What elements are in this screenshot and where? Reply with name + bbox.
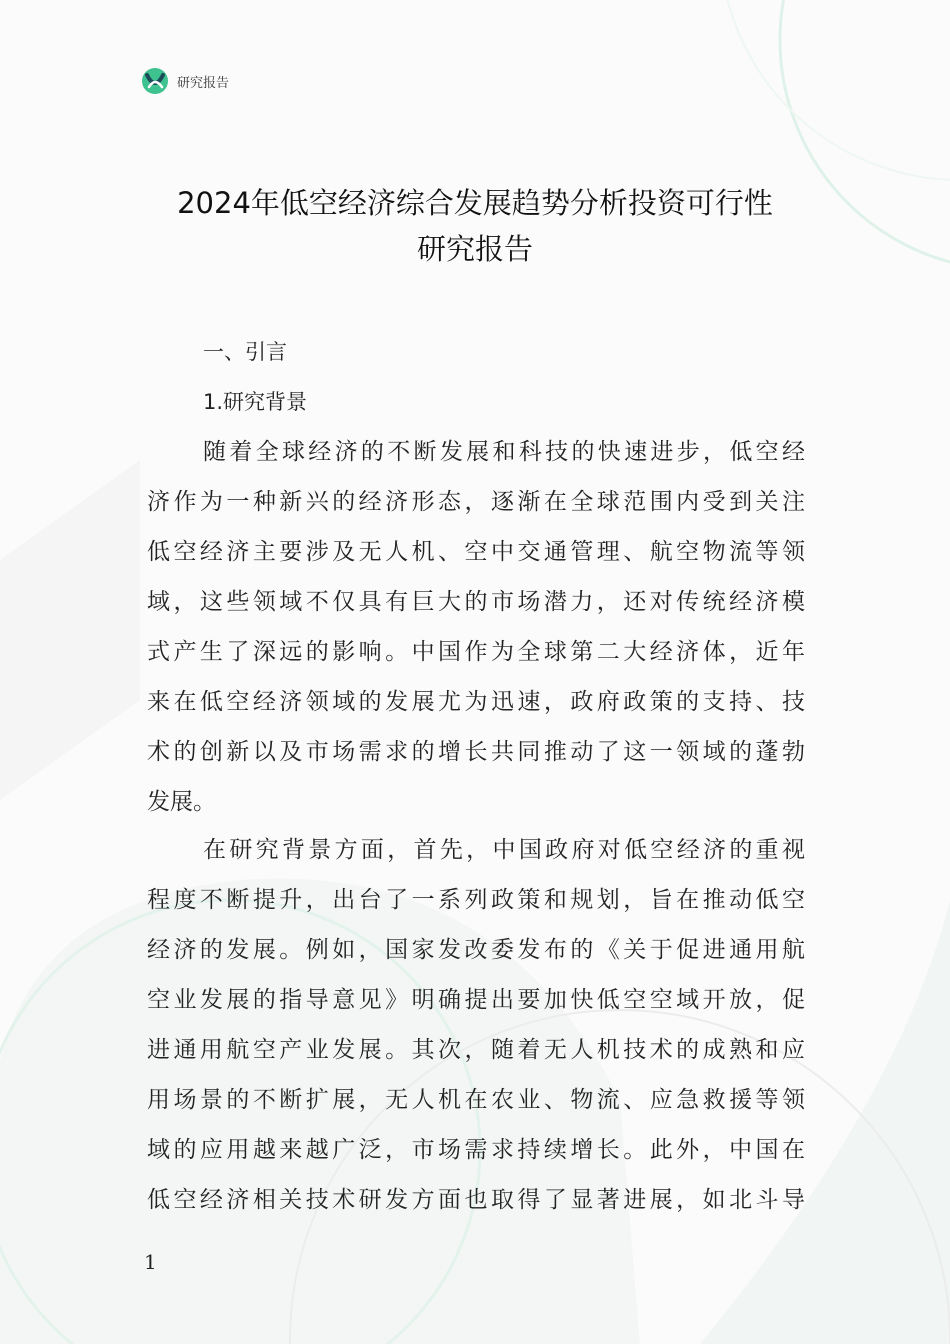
title-line-2: 研究报告 bbox=[416, 232, 533, 266]
paragraph-line: 经济的发展。例如，国家发改委发布的《关于促进通用航 bbox=[147, 937, 805, 963]
paragraph-line: 济作为一种新兴的经济形态，逐渐在全球范围内受到关注 bbox=[147, 489, 805, 515]
subsection-heading-background: 1.研究背景 bbox=[203, 390, 308, 414]
paragraph-2 bbox=[147, 825, 805, 1225]
paragraph-line: 域，这些领域不仅具有巨大的市场潜力，还对传统经济模 bbox=[147, 589, 805, 615]
page-header bbox=[141, 66, 229, 96]
document-title bbox=[100, 180, 850, 272]
header-label: 研究报告 bbox=[177, 75, 230, 91]
paragraph-line: 低空经济相关技术研发方面也取得了显著进展，如北斗导 bbox=[147, 1187, 805, 1213]
section-heading-intro: 一、引言 bbox=[203, 340, 287, 364]
paragraph-line: 用场景的不断扩展，无人机在农业、物流、应急救援等领 bbox=[147, 1087, 805, 1113]
paragraph-line: 式产生了深远的影响。中国作为全球第二大经济体，近年 bbox=[147, 639, 805, 665]
paragraph-line: 域的应用越来越广泛，市场需求持续增长。此外，中国在 bbox=[147, 1137, 805, 1163]
paragraph-line: 在研究背景方面，首先，中国政府对低空经济的重视 bbox=[203, 837, 805, 863]
logo-icon bbox=[141, 67, 169, 95]
paragraph-line: 程度不断提升，出台了一系列政策和规划，旨在推动低空 bbox=[147, 887, 805, 913]
paragraph-line: 来在低空经济领域的发展尤为迅速，政府政策的支持、技 bbox=[147, 689, 805, 715]
paragraph-line: 低空经济主要涉及无人机、空中交通管理、航空物流等领 bbox=[147, 539, 805, 565]
paragraph-1 bbox=[147, 427, 805, 827]
title-line-1: 2024年低空经济综合发展趋势分析投资可行性 bbox=[177, 186, 773, 220]
paragraph-line: 发展。 bbox=[147, 789, 216, 815]
page-number: 1 bbox=[144, 1250, 157, 1274]
paragraph-line: 进通用航空产业发展。其次，随着无人机技术的成熟和应 bbox=[147, 1037, 805, 1063]
paragraph-line: 空业发展的指导意见》明确提出要加快低空空域开放，促 bbox=[147, 987, 805, 1013]
paragraph-line: 术的创新以及市场需求的增长共同推动了这一领域的蓬勃 bbox=[147, 739, 805, 765]
paragraph-line: 随着全球经济的不断发展和科技的快速进步，低空经 bbox=[203, 439, 805, 465]
